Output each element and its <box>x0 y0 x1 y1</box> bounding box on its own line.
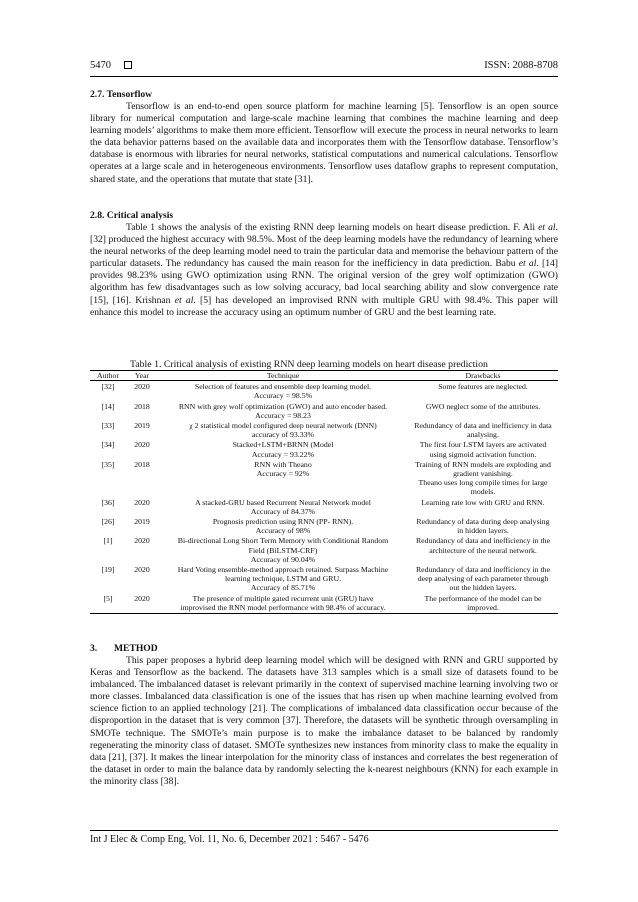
drawbacks-cell <box>408 564 558 593</box>
author-cell: [1] <box>103 536 113 546</box>
cell-line: Accuracy of 90.04% <box>250 554 316 564</box>
technique-cell <box>158 401 408 420</box>
section-method <box>90 643 558 788</box>
drawbacks-cell <box>408 401 558 420</box>
cell-line: architecture of the neural network. <box>429 545 537 555</box>
header-author: Author <box>90 371 126 381</box>
text-run: . [5] has developed an improvised RNN with multiple GRU with 98.4%. This paper will enhance this model to increase the accuracy using an optimum number of GRU and the best learning rate. <box>90 294 558 318</box>
cell-line: models. <box>470 487 496 497</box>
cell-line: out the hidden layers. <box>449 583 517 593</box>
technique-cell <box>158 420 408 439</box>
cell-line: learning technique, LSTM and GRU. <box>224 574 342 584</box>
cell-line: in hidden layers. <box>457 526 509 536</box>
year-cell: 2020 <box>134 565 150 575</box>
italic-et-al: et al <box>518 258 537 270</box>
drawbacks-cell <box>408 516 558 535</box>
footer-citation: Int J Elec & Comp Eng, Vol. 11, No. 6, December 2021 : 5467 - 5476 <box>90 834 369 845</box>
text-run: . [14] provides 98.23% using GWO optimization using RNN. The original version of the grey wolf optimization (GWO) algorithm has few disadvantages such as low solving accuracy, bad local searching ability and slow convergence rate [15], [16]. Krishnan <box>90 258 559 306</box>
cell-line: Bi-directional Long Short Term Memory with Conditional Random <box>177 536 389 546</box>
cell-line: Accuracy = 93.22% <box>251 449 315 459</box>
paragraph-critical-analysis <box>90 222 558 319</box>
cell-line: RNN with grey wolf optimization (GWO) and auto encoder based. <box>178 401 388 411</box>
cell-line: gradient vanishing. <box>453 469 513 479</box>
section-title-critical-analysis: 2.8. Critical analysis <box>90 210 174 221</box>
square-icon <box>124 61 132 69</box>
drawbacks-cell <box>408 593 558 614</box>
paragraph-method: This paper proposes a hybrid deep learning model which will be designed with RNN and GRU supported by Keras and Tensorflow as the backend. The datasets have 313 samples which is a small size of datasets found to be imbalanced. The imbalanced dataset is relevant primarily in the context of supervised machine learning involving two or more classes. Imbalanced data classification is one of the issues that has risen up when machine learning evolved from science fiction to an applied technology [21]. The complications of imbalanced data classification occur because of the disproportion in the dataset that is very common [37]. Therefore, the datasets will be synthetic through oversampling in SMOTe technique. The SMOTe’s main purpose is to make the imbalance dataset to be balanced by randomly regenerating the minority class of dataset. SMOTe synthesizes new instances from minority class to make the equality in data [21], [37]. It makes the linear interpolation for the minority class of instances and correlates the best regeneration of the dataset in order to main the balance data by randomly selecting the k-nearest neighbours (KNN) for each example in the minority class [38]. <box>90 655 558 787</box>
table-row <box>90 401 558 420</box>
paragraph-tensorflow: Tensorflow is an end-to-end open source platform for machine learning [5]. Tensorflow is an open source library for numerical computation and large-scale machine learning that combines the machine learning and deep learning models’ algorithms to make them more efficient. Tensorflow will execute the process in neural networks to learn the data behavior patterns based on the available data and incorporates them with the Tensorflow database. Tensorflow’s database is enormous with libraries for neural networks, statistical computations and numerical calculations. Tensorflow operates at a large scale and in heterogeneous environments. Tensorflow uses dataflow graphs to represent computation, shared state, and the operations that mutate that state [31]. <box>90 101 558 185</box>
cell-line: Accuracy of 85.71% <box>250 583 316 593</box>
cell-line: analysing. <box>467 430 499 440</box>
cell-line: Hard Voting ensemble-method approach retained. Surpass Machine <box>177 565 389 575</box>
table-row <box>90 516 558 535</box>
page-header <box>90 60 558 77</box>
author-cell: [33] <box>101 421 115 431</box>
cell-line: Theano uses long compile times for large <box>418 478 548 488</box>
year-cell: 2019 <box>134 421 150 431</box>
cell-line: Redundancy of data and inefficiency in the <box>415 536 551 546</box>
year-cell: 2020 <box>126 593 158 614</box>
section-title-method: 3. METHOD <box>90 643 158 654</box>
section-critical-analysis <box>90 210 558 319</box>
drawbacks-cell <box>408 381 558 401</box>
page-number: 5470 <box>90 60 111 71</box>
author-cell: [34] <box>101 440 115 450</box>
page-footer <box>90 830 558 845</box>
cell-line: Accuracy = 98.5% <box>253 391 313 401</box>
cell-line: Accuracy of 84.37% <box>250 506 316 516</box>
author-cell: [35] <box>101 459 115 469</box>
cell-line: The performance of the model can be <box>424 593 542 603</box>
drawbacks-cell <box>408 497 558 516</box>
table-row <box>90 564 558 593</box>
header-year: Year <box>126 371 158 381</box>
table-row <box>90 593 558 614</box>
table-caption: Table 1. Critical analysis of existing RNN deep learning models on heart disease prediction <box>130 359 488 370</box>
cell-line: Redundancy of data during deep analysing <box>416 517 550 527</box>
table-row <box>90 535 558 564</box>
cell-line: Training of RNN models are exploding and <box>415 459 551 469</box>
technique-cell <box>158 593 408 614</box>
table-row <box>90 459 558 497</box>
cell-line: Learning rate low with GRU and RNN. <box>421 497 545 507</box>
technique-cell <box>158 564 408 593</box>
section-tensorflow <box>90 89 558 186</box>
year-cell: 2020 <box>134 382 150 392</box>
header-technique: Technique <box>158 371 408 381</box>
italic-et-al: et al <box>538 222 556 233</box>
table-row <box>90 420 558 439</box>
table-row <box>90 497 558 516</box>
technique-cell <box>158 381 408 401</box>
cell-line: Field (BiLSTM-CRF) <box>248 545 318 555</box>
technique-cell <box>158 497 408 516</box>
cell-line: Stacked+LSTM+BRNN (Model <box>232 440 334 450</box>
cell-line: The presence of multiple gated recurrent unit (GRU) have <box>192 593 374 603</box>
cell-line: Accuracy = 98.23 <box>255 410 311 420</box>
section-title-tensorflow: 2.7. Tensorflow <box>90 89 153 100</box>
table-row <box>90 439 558 458</box>
text-run: . [32] produced the highest accuracy with 98.5%. Most of the deep learning models have the redundancy of learning where the neural networks of the deep learning model need to train the particular data and memorise the behaviour pattern of the particular datasets. The redundancy has caused the main reason for the inefficiency in data prediction. Babu <box>90 222 558 270</box>
cell-line: Selection of features and ensemble deep learning model. <box>194 382 372 392</box>
drawbacks-cell <box>408 535 558 564</box>
author-cell: [14] <box>101 401 115 411</box>
drawbacks-cell <box>408 439 558 458</box>
technique-cell <box>158 459 408 497</box>
table-row <box>90 381 558 401</box>
technique-cell <box>158 439 408 458</box>
cell-line: improvised the RNN model performance with 98.4% of accuracy. <box>180 602 386 612</box>
cell-line: Some features are neglected. <box>438 382 528 392</box>
year-cell: 2019 <box>134 517 150 527</box>
cell-line: GWO neglect some of the attributes. <box>425 401 541 411</box>
cell-line: improved. <box>467 602 499 612</box>
year-cell: 2018 <box>134 459 150 469</box>
author-cell: [5] <box>90 593 126 614</box>
cell-line: Accuracy = 92% <box>256 469 310 479</box>
year-cell: 2020 <box>134 440 150 450</box>
year-cell: 2018 <box>134 401 150 411</box>
italic-et-al: et al <box>174 294 194 306</box>
year-cell: 2020 <box>134 497 150 507</box>
author-cell: [32] <box>101 382 115 392</box>
cell-line: using sigmoid activation function. <box>429 449 537 459</box>
technique-cell <box>158 535 408 564</box>
author-cell: [36] <box>101 497 115 507</box>
cell-line: Prognosis prediction using RNN (PP- RNN). <box>212 517 354 527</box>
cell-line: Accuracy of 98% <box>255 526 311 536</box>
cell-line: A stacked-GRU based Recurrent Neural Network model <box>195 497 371 507</box>
cell-line: The first four LSTM layers are activated <box>419 440 547 450</box>
text-run: Table 1 shows the analysis of the existing RNN deep learning models on heart disease prediction. F. Ali <box>126 222 539 233</box>
cell-line: Redundancy of data and inefficiency in the <box>415 565 551 575</box>
drawbacks-cell <box>408 420 558 439</box>
cell-line: Redundancy of data and inefficiency in data <box>414 421 552 431</box>
year-cell: 2020 <box>134 536 150 546</box>
cell-line: χ 2 statistical model configured deep neural network (DNN) <box>189 421 377 431</box>
critical-analysis-table <box>90 370 558 614</box>
header-drawbacks: Drawbacks <box>408 371 558 381</box>
drawbacks-cell <box>408 459 558 497</box>
table-body <box>90 381 558 614</box>
table-header-row <box>90 371 558 381</box>
author-cell: [26] <box>101 517 115 527</box>
cell-line: deep analysing of each parameter through <box>417 574 549 584</box>
cell-line: RNN with Theano <box>254 459 312 469</box>
cell-line: accuracy of 93.33% <box>251 430 315 440</box>
author-cell: [19] <box>101 565 115 575</box>
technique-cell <box>158 516 408 535</box>
issn: ISSN: 2088-8708 <box>484 60 558 71</box>
